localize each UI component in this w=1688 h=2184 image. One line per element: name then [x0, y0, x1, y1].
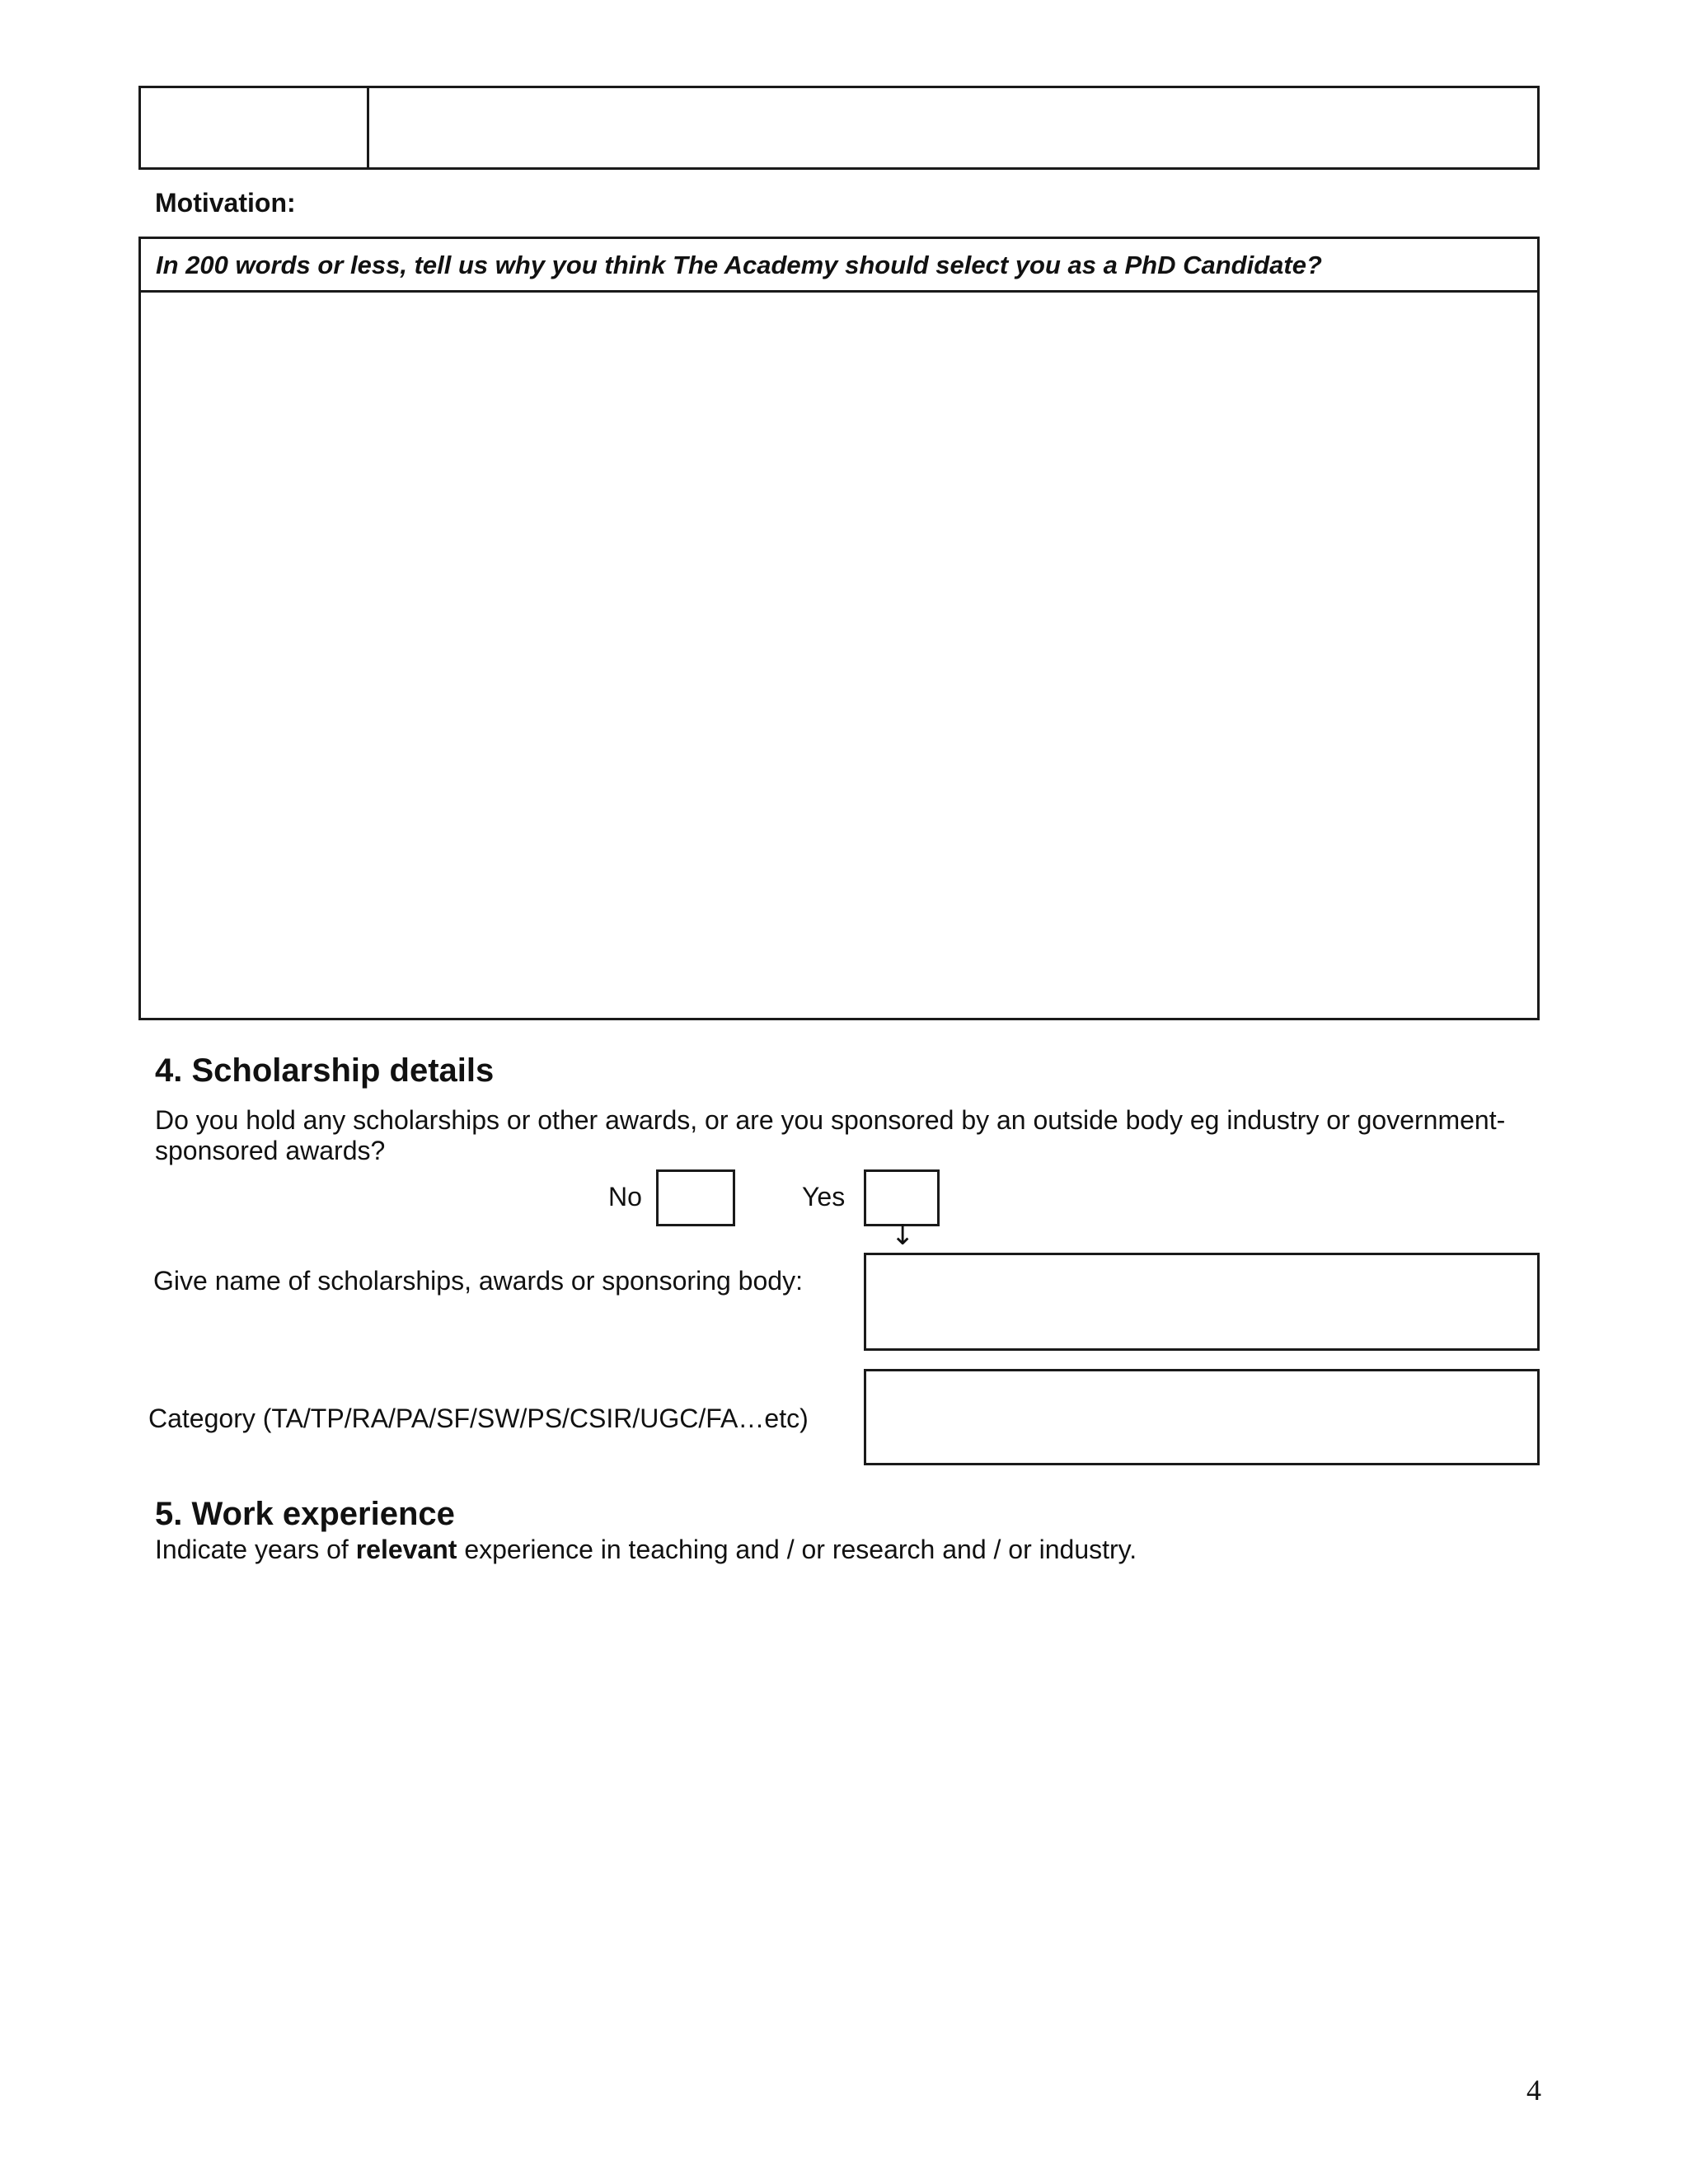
- work-text-bold: relevant: [355, 1535, 457, 1564]
- motivation-box: [138, 237, 1540, 1020]
- previous-table-row: [138, 86, 1540, 170]
- scholarship-heading: 4. Scholarship details: [155, 1052, 495, 1089]
- arrow-down-icon: ↓: [891, 1219, 915, 1252]
- motivation-label: Motivation:: [155, 188, 296, 218]
- previous-table-cell-right[interactable]: [369, 88, 1537, 167]
- no-label: No: [608, 1182, 642, 1212]
- no-checkbox[interactable]: [656, 1169, 735, 1226]
- previous-table-cell-left[interactable]: [141, 88, 367, 167]
- work-experience-instructions: [155, 1535, 1137, 1565]
- motivation-answer-area[interactable]: [141, 293, 1537, 1018]
- scholarship-question: Do you hold any scholarships or other awards, or are you sponsored by an outside body eg industry or government-sponsored awards?: [155, 1105, 1506, 1165]
- category-label: Category (TA/TP/RA/PA/SF/SW/PS/CSIR/UGC/FA…etc): [148, 1404, 809, 1433]
- scholarship-name-label: Give name of scholarships, awards or sponsoring body:: [153, 1266, 803, 1296]
- category-field[interactable]: [864, 1369, 1540, 1465]
- work-experience-heading: 5. Work experience: [155, 1496, 455, 1532]
- work-text-before: Indicate years of: [155, 1535, 356, 1564]
- page-number: 4: [1526, 2074, 1541, 2107]
- motivation-prompt: In 200 words or less, tell us why you think The Academy should select you as a PhD Candidate?: [156, 251, 1322, 279]
- scholarship-name-field[interactable]: [864, 1253, 1540, 1351]
- yes-label: Yes: [802, 1182, 846, 1212]
- yes-checkbox[interactable]: [864, 1169, 940, 1226]
- work-text-after: experience in teaching and / or research and / or industry.: [457, 1535, 1137, 1564]
